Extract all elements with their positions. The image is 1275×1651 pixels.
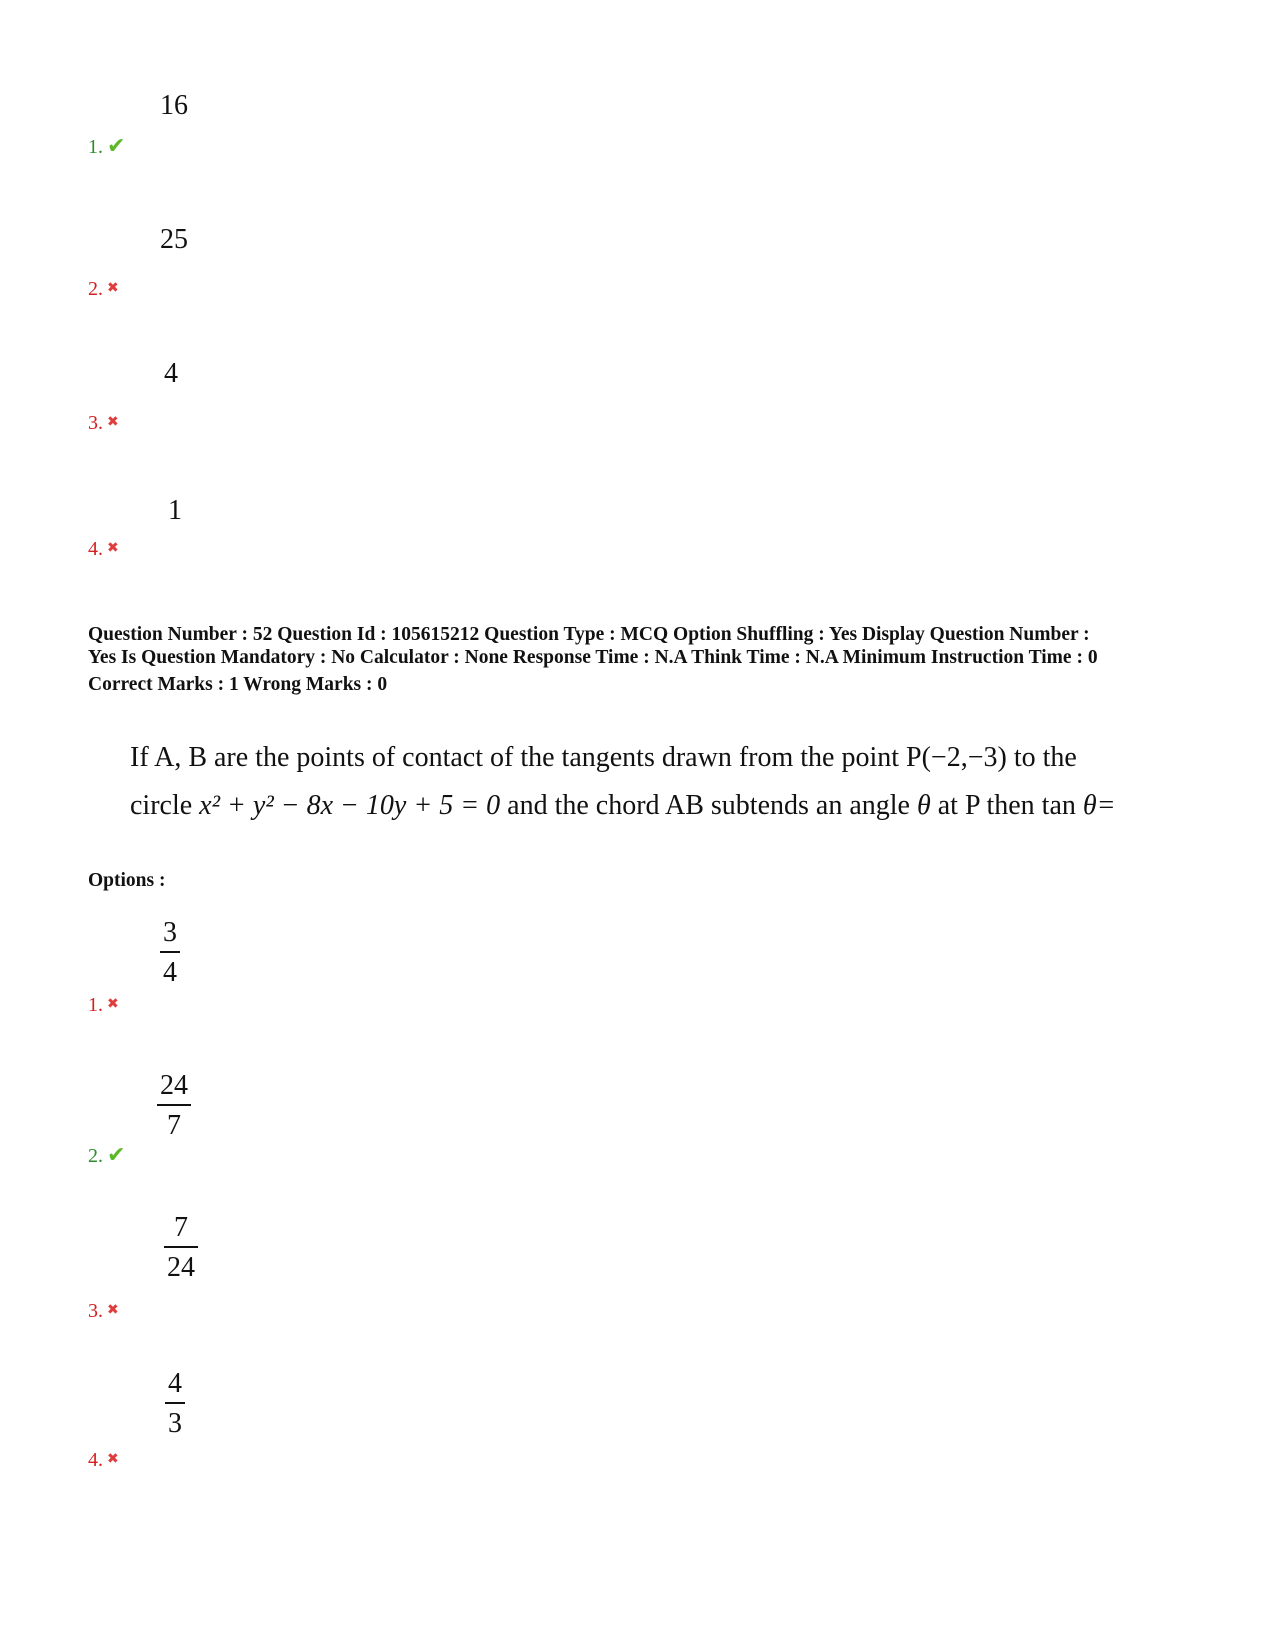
prev-option-1-number [88, 134, 126, 159]
point-p: P(−2,−3) [906, 742, 1007, 773]
circle-equation: x² + y² − 8x − 10y + 5 = 0 [199, 790, 501, 821]
option-4-numerator: 4 [168, 1368, 182, 1399]
option-4-denominator: 3 [168, 1408, 182, 1439]
option-4-number [88, 1449, 119, 1470]
prev-option-1-value: 16 [160, 90, 188, 121]
question-text-part: If A, B are the points of contact of the tangents drawn from the point [130, 742, 900, 773]
option-number: 3. [88, 1300, 103, 1322]
option-4-fraction [165, 1369, 185, 1439]
option-number: 2. [88, 278, 103, 300]
fraction-bar [157, 1104, 191, 1106]
question-text-part: at P then tan [937, 790, 1076, 821]
option-3-number [88, 1300, 119, 1321]
question-text-part: circle [130, 790, 193, 821]
cross-icon: ✖ [107, 1302, 119, 1318]
cross-icon: ✖ [107, 280, 119, 296]
question-meta-line-1: Question Number : 52 Question Id : 105615212 Question Type : MCQ Option Shuffling : Yes Display Question Number : [88, 624, 1090, 645]
theta-symbol: θ [916, 790, 931, 821]
cross-icon: ✖ [107, 414, 119, 430]
prev-option-3-number [88, 412, 119, 433]
question-meta-line-2: Yes Is Question Mandatory : No Calculator : None Response Time : N.A Think Time : N.A Minimum Instruction Time : 0 [88, 647, 1098, 668]
cross-icon: ✖ [107, 996, 119, 1012]
option-1-fraction [160, 918, 180, 988]
prev-option-2-value: 25 [160, 224, 188, 255]
option-3-numerator: 7 [174, 1212, 188, 1243]
option-number: 4. [88, 1449, 103, 1471]
tan-theta-symbol: θ= [1082, 790, 1116, 821]
option-number: 1. [88, 994, 103, 1016]
check-icon: ✔ [107, 1143, 126, 1168]
check-icon: ✔ [107, 134, 126, 159]
cross-icon: ✖ [107, 540, 119, 556]
option-number: 1. [88, 136, 103, 158]
question-meta [88, 623, 1198, 696]
option-1-numerator: 3 [163, 917, 177, 948]
prev-option-4-number [88, 538, 119, 559]
option-number: 3. [88, 412, 103, 434]
option-1-denominator: 4 [163, 957, 177, 988]
option-2-numerator: 24 [160, 1070, 188, 1101]
fraction-bar [165, 1402, 185, 1404]
prev-option-4-value: 1 [168, 495, 182, 526]
option-number: 2. [88, 1145, 103, 1167]
question-text-part: to the [1013, 742, 1077, 773]
option-3-fraction [164, 1213, 198, 1283]
cross-icon: ✖ [107, 1451, 119, 1467]
option-2-number [88, 1143, 126, 1168]
options-label: Options : [88, 870, 166, 891]
question-text-line-2 [130, 782, 1150, 830]
option-3-denominator: 24 [167, 1252, 195, 1283]
prev-option-3-value: 4 [164, 358, 178, 389]
option-2-denominator: 7 [167, 1110, 181, 1141]
fraction-bar [164, 1246, 198, 1248]
option-number: 4. [88, 538, 103, 560]
question-marks: Correct Marks : 1 Wrong Marks : 0 [88, 674, 388, 695]
question-text [130, 734, 1150, 830]
option-1-number [88, 994, 119, 1015]
prev-option-2-number [88, 278, 119, 299]
question-text-part: and the chord AB subtends an angle [507, 790, 910, 821]
fraction-bar [160, 951, 180, 953]
option-2-fraction [157, 1071, 191, 1141]
question-text-line-1 [130, 734, 1150, 782]
